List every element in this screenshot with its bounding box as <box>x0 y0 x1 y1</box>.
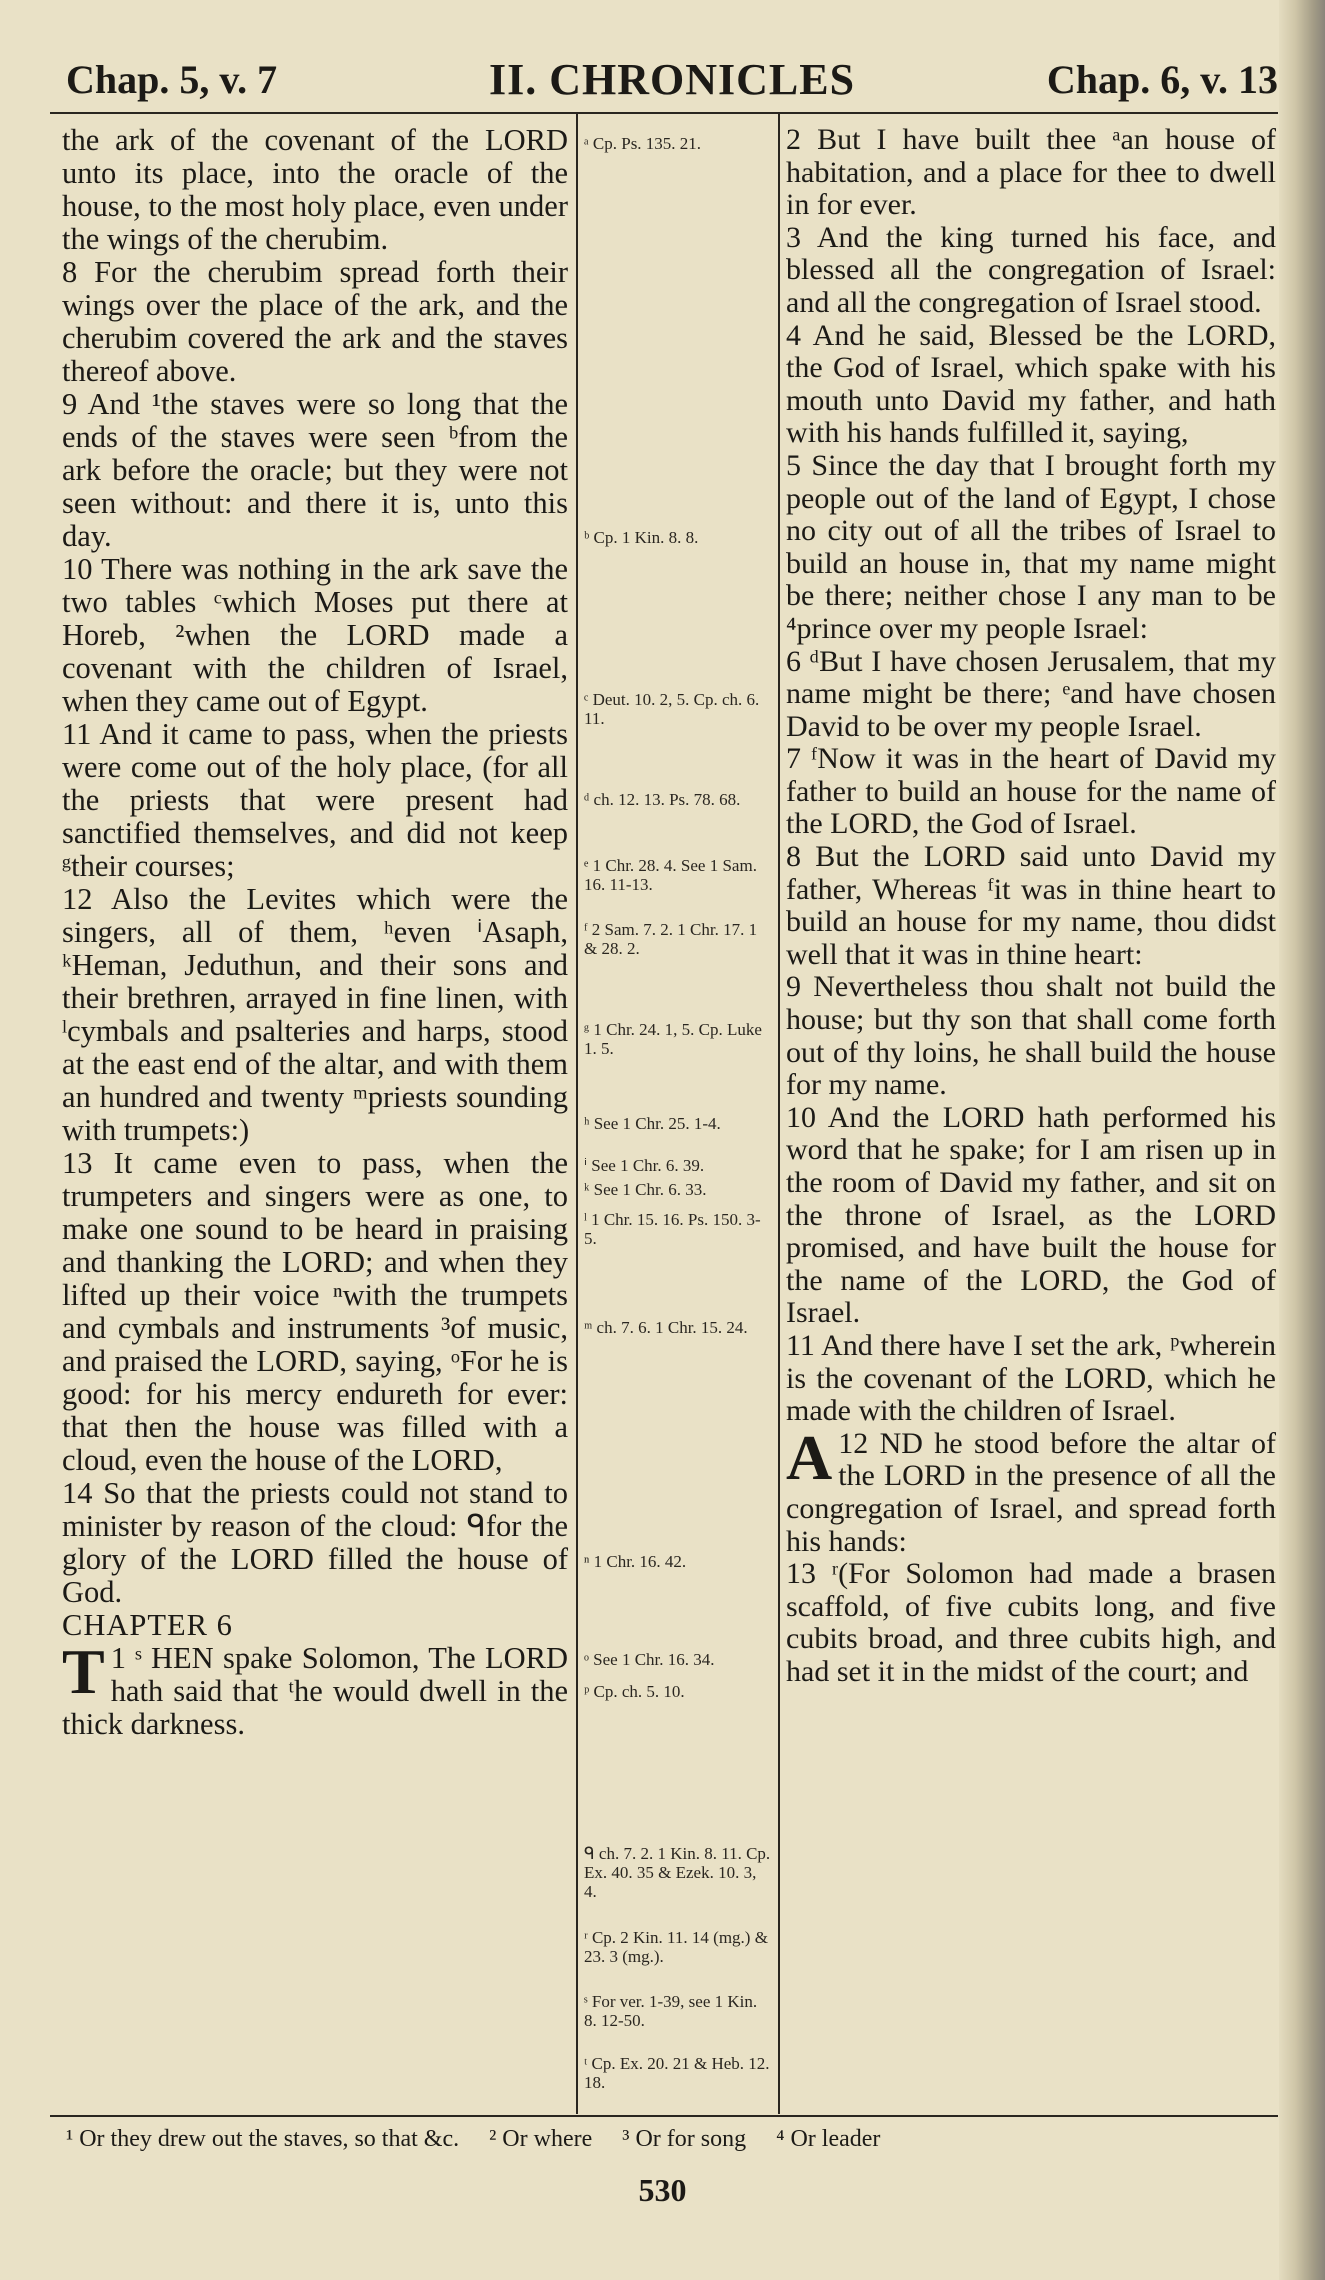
verse-text: the ark of the covenant of the LORD unto its place, into the oracle of the house, to the most holy place, even under the wings of the cherubim. <box>62 123 568 256</box>
right-text-column <box>786 124 1276 1689</box>
margin-reference: ᑫ ch. 7. 2. 1 Kin. 8. 11. Cp. Ex. 40. 35 & Ezek. 10. 3, 4. <box>584 1844 771 1901</box>
margin-reference: ᵍ 1 Chr. 24. 1, 5. Cp. Luke 1. 5. <box>584 1020 762 1058</box>
margin-reference: ˡ 1 Chr. 15. 16. Ps. 150. 3-5. <box>584 1210 761 1248</box>
margin-reference: ᵈ ch. 12. 13. Ps. 78. 68. <box>584 790 741 809</box>
margin-reference: ᵒ See 1 Chr. 16. 34. <box>584 1650 715 1669</box>
margin-reference: ᵃ Cp. Ps. 135. 21. <box>584 134 702 153</box>
footnotes <box>66 2126 1278 2153</box>
header-book-title: II. CHRONICLES <box>488 55 856 104</box>
column-divider-right <box>778 114 780 2114</box>
chapter-heading: CHAPTER 6 <box>62 1608 233 1642</box>
verse-text: 13 It came even to pass, when the trumpeters and singers were as one, to make one sound to be heard in praising and thanking the LORD; and when they lifted up their voice ⁿwith the trumpets and cymbals and instruments ³of music, and praised the LORD, saying, ᵒFor he is good: for his mercy endureth for ever: that then the house was filled with a cloud, even the house of the LORD, <box>62 1146 568 1477</box>
verse-text: 9 And ¹the staves were so long that the ends of the staves were seen ᵇfrom the ark before the oracle; but they were not seen without: and there it is, unto this day. <box>62 387 568 553</box>
running-header <box>66 52 1278 104</box>
margin-reference: ᶠ 2 Sam. 7. 2. 1 Chr. 17. 1 & 28. 2. <box>584 920 758 958</box>
left-text-column <box>62 124 568 1741</box>
margin-reference: ˢ For ver. 1-39, see 1 Kin. 8. 12-50. <box>584 1992 758 2030</box>
verse-text: 12 Also the Levites which were the singers, all of them, ʰeven ⁱAsaph, ᵏHeman, Jeduthun, and their sons and their brethren, arrayed in fine linen, with ˡcymbals and psalteries and harps, stood at the east end of the altar, and with them an hundred and twenty ᵐpriests sounding with trumpets:) <box>62 882 568 1147</box>
verse-text: 7 ᶠNow it was in the heart of David my father to build an house for the name of the LORD, the God of Israel. <box>786 742 1276 841</box>
verse-text: 8 But the LORD said unto David my father, Whereas ᶠit was in thine heart to build an house for my name, thou didst well that it was in thine heart: <box>786 840 1276 971</box>
column-divider-left <box>576 114 578 2114</box>
verse-text: 4 And he said, Blessed be the LORD, the God of Israel, which spake with his mouth unto David my father, and hath with his hands fulfilled it, saying, <box>786 318 1276 450</box>
verse-number: 1 ˢ <box>110 1641 142 1675</box>
page-number: 530 <box>638 2172 687 2208</box>
drop-cap: T <box>62 1636 105 1707</box>
verse-text: 11 And there have I set the ark, ᵖwherein is the covenant of the LORD, which he made with the children of Israel. <box>786 1328 1276 1428</box>
margin-reference: ʳ Cp. 2 Kin. 11. 14 (mg.) & 23. 3 (mg.). <box>584 1928 768 1966</box>
footnote-rule <box>50 2115 1278 2117</box>
verse-text: 3 And the king turned his face, and blessed all the congregation of Israel: and all the congregation of Israel stood. <box>786 220 1276 319</box>
margin-reference: ᵐ ch. 7. 6. 1 Chr. 15. 24. <box>584 1318 748 1337</box>
header-left-reference: Chap. 5, v. 7 <box>66 57 278 102</box>
footnote: ⁴ Or leader <box>776 2126 881 2152</box>
verse-text: 8 For the cherubim spread forth their wings over the place of the ark, and the cherubim covered the ark and the staves thereof above. <box>62 255 568 388</box>
verse-text: 6 ᵈBut I have chosen Jerusalem, that my name might be there; ᵉand have chosen David to be over my people Israel. <box>786 644 1276 743</box>
margin-reference: ⁿ 1 Chr. 16. 42. <box>584 1552 687 1571</box>
header-rule <box>50 112 1278 114</box>
verse-text: 10 And the LORD hath performed his word that he spake; for I am risen up in the room of David my father, and sit on the throne of Israel, as the LORD promised, and have built the house for the name of the LORD, the God of Israel. <box>786 1100 1276 1330</box>
margin-reference: ᵖ Cp. ch. 5. 10. <box>584 1682 685 1701</box>
verse-text: 13 ʳ(For Solomon had made a brasen scaffold, of five cubits long, and five cubits broad, and three cubits high, and had set it in the midst of the court; and <box>786 1557 1276 1688</box>
footnote: ³ Or for song <box>622 2126 747 2152</box>
verse-text: 11 And it came to pass, when the priests were come out of the holy place, (for all the priests that were present had sanctified themselves, and did not keep ᵍtheir courses; <box>62 717 568 883</box>
margin-reference: ᵏ See 1 Chr. 6. 33. <box>584 1180 707 1199</box>
drop-cap: A <box>786 1421 833 1493</box>
verse-text: 14 So that the priests could not stand to minister by reason of the cloud: ᑫfor the glory of the LORD filled the house of God. <box>62 1476 568 1609</box>
book-spine-shadow <box>1279 0 1325 2280</box>
margin-reference: ⁱ See 1 Chr. 6. 39. <box>584 1156 705 1175</box>
verse-text: 9 Nevertheless thou shalt not build the house; but thy son that shall come forth out of thy loins, he shall build the house for my name. <box>786 970 1276 1102</box>
chapter-first-verse <box>62 1636 568 1741</box>
verse-text: HEN spake Solomon, The LORD hath said that ᵗhe would dwell in the thick darkness. <box>62 1641 568 1741</box>
footnote: ² Or where <box>489 2126 593 2152</box>
header-right-reference: Chap. 6, v. 13 <box>1046 57 1278 102</box>
verse-text: 2 But I have built thee ᵃan house of habitation, and a place for thee to dwell in for ever. <box>786 123 1276 222</box>
verse-text: 5 Since the day that I brought forth my people out of the land of Egypt, I chose no city out of all the tribes of Israel to build an house in, that my name might be there; neither chose I any man to be ⁴prince over my people Israel: <box>786 448 1276 645</box>
margin-reference: ʰ See 1 Chr. 25. 1-4. <box>584 1114 721 1133</box>
margin-reference: ᶜ Deut. 10. 2, 5. Cp. ch. 6. 11. <box>584 690 760 728</box>
paragraph-verse <box>786 1421 1277 1558</box>
margin-reference: ᵗ Cp. Ex. 20. 21 & Heb. 12. 18. <box>584 2054 770 2092</box>
verse-text: ND he stood before the altar of the LORD in the presence of all the congregation of Israel, and spread forth his hands: <box>786 1426 1277 1558</box>
margin-reference: ᵇ Cp. 1 Kin. 8. 8. <box>584 528 699 547</box>
margin-reference: ᵉ 1 Chr. 28. 4. See 1 Sam. 16. 11-13. <box>584 856 757 894</box>
verse-number: 12 <box>838 1426 869 1460</box>
verse-text: 10 There was nothing in the ark save the two tables ᶜwhich Moses put there at Horeb, ²when the LORD made a covenant with the children of Israel, when they came out of Egypt. <box>62 552 568 718</box>
footnote: ¹ Or they drew out the staves, so that &c. <box>66 2126 460 2152</box>
